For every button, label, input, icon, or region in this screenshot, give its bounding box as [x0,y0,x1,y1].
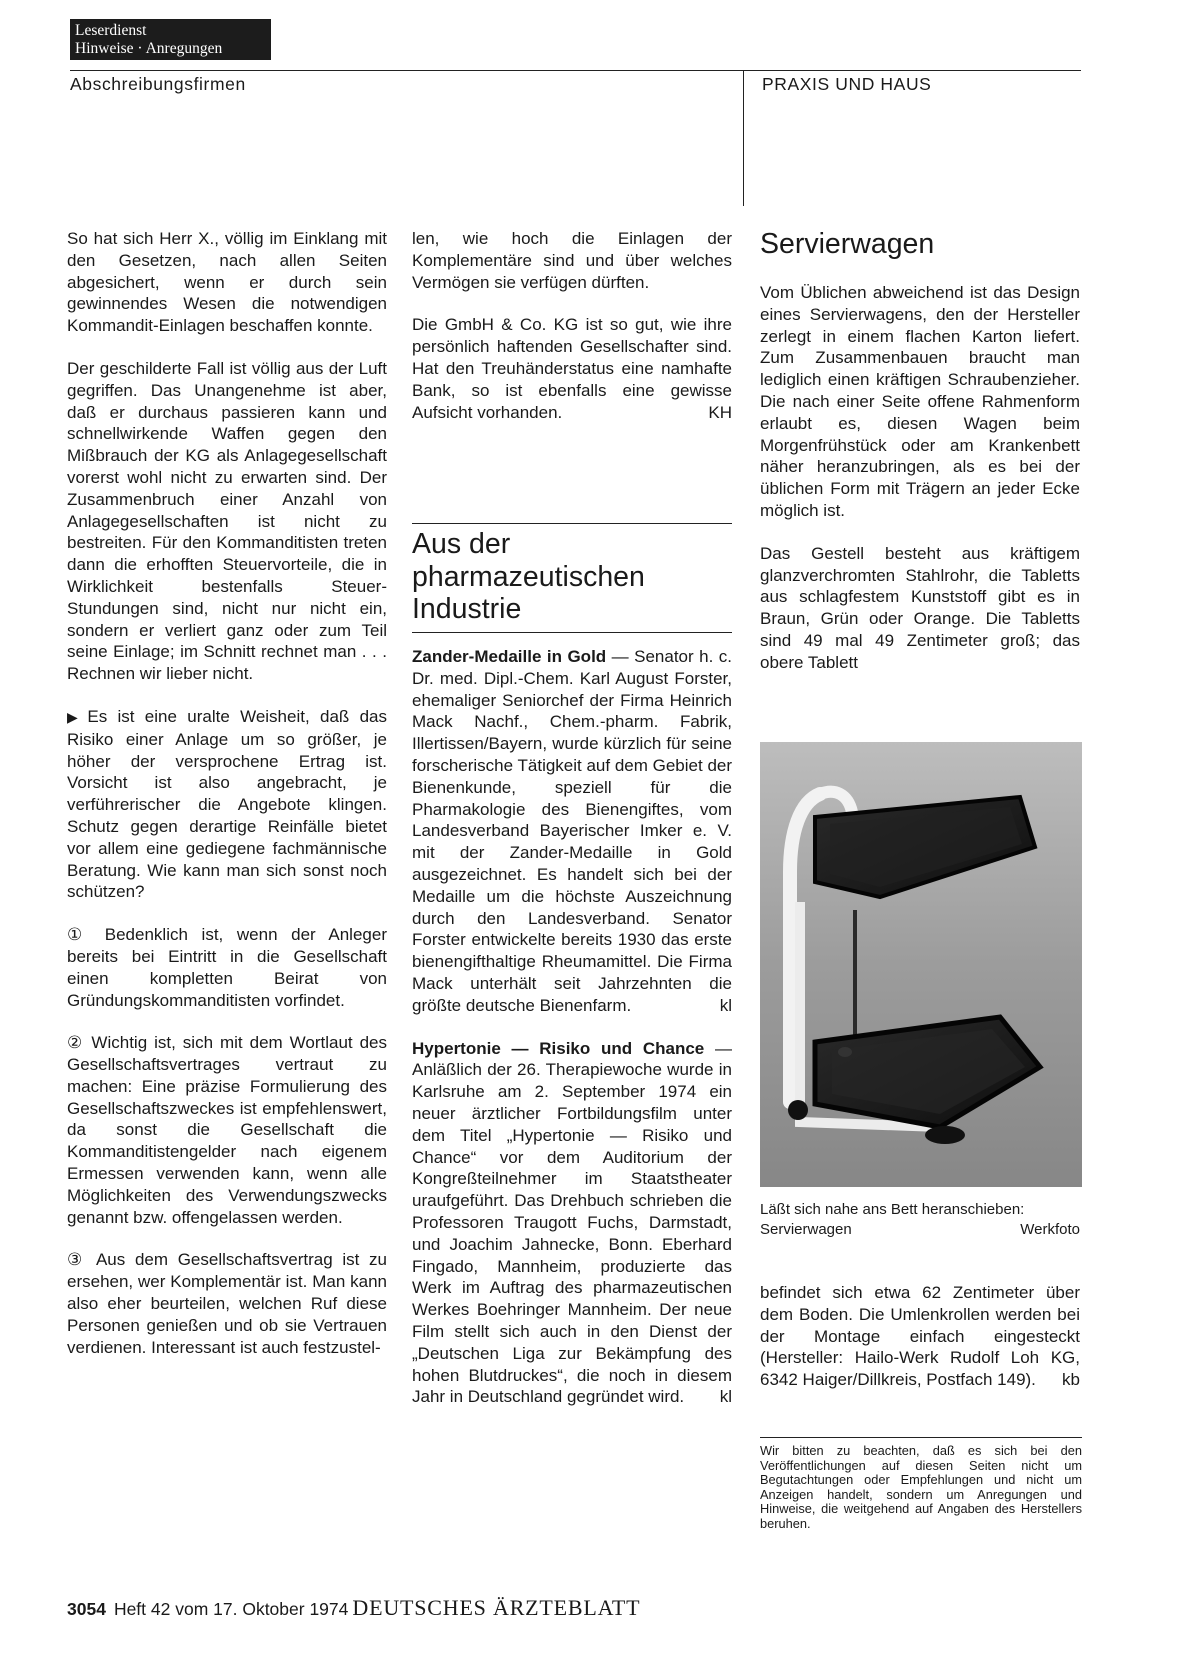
magazine-name: DEUTSCHES ÄRZTEBLATT [352,1595,641,1620]
news-headline: Hypertonie — Risiko und Chance [412,1038,705,1058]
section-rule-bottom [412,632,732,633]
author-signature: KH [708,402,732,422]
page-footer [67,1595,640,1621]
news-headline: Zander-Medaille in Gold [412,647,607,666]
badge-line-2: Hinweise · Anregungen [75,39,223,57]
disclaimer-note: Wir bitten zu beachten, daß es sich bei den Veröffentlichungen auf diesen Seiten nicht um Begutachtungen oder Empfehlungen und nicht um Anzeigen handelt, sondern um Anregungen und Hinweise, die weitgehend auf Angaben des Herstellers beruhen. [760,1443,1082,1531]
author-signature: kb [1062,1370,1080,1390]
section-title: Aus der pharmazeutischen Industrie [412,528,645,625]
page-number: 3054 [67,1599,106,1619]
paragraph: ③ Aus dem Gesellschaftsvertrag ist zu ersehen, wer Komplementär ist. Man kann also eher beurteilen, welchen Ruf diese Personen genießen und ob sie Vertrauen verdienen. Interessant ist auch festzustel- [67,1250,387,1357]
caption-label: Servierwagen [760,1220,852,1238]
header-topic: Abschreibungsfirmen [70,74,246,94]
article-title: Servierwagen [760,228,935,260]
column-1 [67,228,387,1379]
photo-credit: Werkfoto [1020,1220,1080,1238]
news-item [412,1038,732,1409]
caption-line-2 [760,1220,1080,1240]
column-3-bottom [760,1282,1080,1412]
triangle-bullet-icon: ▶ [67,708,84,725]
column-3-top [760,282,1080,695]
section-rule-top [412,523,732,524]
paragraph: Vom Üblichen abweichend ist das Design eines Servierwagens, den der Hersteller zerlegt in einem flachen Karton liefert. Zum Zusammenbauen braucht man lediglich einen kräftigen Schraubenzieher. Die nach einer Seite offene Rahmenform erlaubt es, diesen Wagen beim Morgenfrühstück oder am Krankenbett näher heranzubringen, als es bei der üblichen Form mit Trägern an jeder Ecke möglich ist. [760,283,1080,520]
paragraph: len, wie hoch die Einlagen der Komplementäre sind und über welches Vermögen sie verfügen dürften. [412,229,732,292]
paragraph: Der geschilderte Fall ist völlig aus der Luft gegriffen. Das Unangenehme ist aber, daß er durchaus passieren kann und schnellwirkende Waffen gegen den Mißbrauch der KG als Anlagegesellschaft vorerst wohl nicht zu erwarten sind. Der Zusammenbruch einer Anzahl von Anlagegesellschaften ist nicht zu bestreiten. Für den Kommanditisten treten dann die erhofften Steuervorteile, die in Wirklichkeit bestenfalls Steuer-Stundungen sind, nicht nur nicht ein, sondern er verliert ganz oder zum Teil seine Einlage; im Schnitt rechnet man . . . Rechnen wir lieber nicht. [67,358,387,684]
serving-trolley-photo [760,742,1082,1187]
news-body: — Senator h. c. Dr. med. Dipl.-Chem. Karl August Forster, ehemaliger Seniorchef der Firma Heinrich Mack Nachf., Chem.-pharm. Fabrik, Illertissen/Bayern, wurde kürzlich für seine forscherische Tätigkeit auf dem Gebiet der Bienenkunde, speziell für die Pharmakologie des Bienengiftes, vom Landesverband Bayerischer Imker e. V. mit der Zander-Medaille in Gold ausgezeichnet. Es handelt sich bei der Medaille um die höchste Auszeichnung durch den Landesverband. Senator Forster entwickelte bereits 1930 das erste bienengifthaltige Rheumamittel. Die Firma Mack unterhält seit Jahrzehnten die größte deutsche Bienenfarm. [412,647,733,1015]
author-signature: kl [719,995,732,1015]
paragraph: Das Gestell besteht aus kräftigem glanzverchromten Stahlrohr, die Tabletts aus schlagfestem Kunststoff gibt es in Braun, Grün oder Orange. Die Tabletts sind 49 mal 49 Zentimeter groß; das obere Tablett [760,543,1080,672]
paragraph: ① Bedenklich ist, wenn der Anleger bereits bei Eintritt in die Gesellschaft einen kompletten Beirat von Gründungskommanditisten vorfindet. [67,925,387,1010]
paragraph: So hat sich Herr X., völlig im Einklang mit den Gesetzen, nach allen Seiten abgesichert, wenn er durch sein gewinnendes Wesen die notwendigen Kommandit-Einlagen beschaffen konnte. [67,229,387,336]
paragraph [67,706,387,903]
header-section: PRAXIS UND HAUS [762,74,932,94]
section-badge [70,19,271,60]
column-2-news [412,646,732,1429]
header-divider [743,70,744,206]
badge-line-1: Leserdienst [75,22,147,39]
paragraph [760,1282,1080,1391]
photo-caption [760,1200,1080,1239]
paragraph [412,314,732,423]
caption-line-1: Läßt sich nahe ans Bett heranschieben: [760,1201,1025,1218]
author-signature: kl [719,1387,732,1407]
issue-info: Heft 42 vom 17. Oktober 1974 [113,1599,349,1619]
paragraph-text: Es ist eine uralte Weisheit, daß das Risiko einer Anlage um so größer, je höher der versprochene Ertrag ist. Vorsicht ist also angebracht, je verführerischer die Angebote klingen. Schutz gegen derartige Reinfälle bietet vor allem eine gediegene fachmännische Beratung. Wie kann man sich sonst noch schützen? [67,706,387,902]
paragraph: ② Wichtig ist, sich mit dem Wortlaut des Gesellschaftsvertrages vertraut zu machen: Eine präzise Formulierung des Gesellschaftszweckes ist empfehlenswert, da sonst die Gesellschaft die Kommanditistengelder nach eigenem Ermessen verwenden kann, wenn alle Möglichkeiten des Verwendungszwecks genannt bzw. offengelassen werden. [67,1033,387,1227]
paragraph-text: Die GmbH & Co. KG ist so gut, wie ihre persönlich haftenden Gesellschafter sind. Hat den Treuhänderstatus eine namhafte Bank, so ist ebenfalls eine gewisse Aufsicht vorhanden. [412,315,732,422]
column-2 [412,228,732,444]
paragraph-text: befindet sich etwa 62 Zentimeter über dem Boden. Die Umlenkrollen werden bei der Montage einfach eingesteckt (Hersteller: Hailo-Werk Rudolf Loh KG, 6342 Haiger/Dillkreis, Postfach 149). [760,1283,1080,1390]
news-item [412,646,732,1017]
note-rule [760,1437,1082,1438]
news-body: — Anläßlich der 26. Therapiewoche wurde in Karlsruhe am 2. September 1974 ein neuer ärztlicher Fortbildungsfilm unter dem Titel „Hypertonie — Risiko und Chance“ vor dem Auditorium der Kongreßteilnehmer im Staatstheater uraufgeführt. Das Drehbuch schrieben die Professoren Traugott Fuchs, Darmstadt, und Joachim Jahnecke, Bonn. Eberhard Fingado, Mannheim, produzierte das Werk im Auftrag des pharmazeutischen Werkes Boehringer Mannheim. Der neue Film stellt sich auch in den Dienst der „Deutschen Liga zur Bekämpfung des hohen Blutdruckes“, die noch in diesem Jahr in Deutschland gegründet wird. [412,1038,732,1407]
header-rule [70,70,1081,71]
